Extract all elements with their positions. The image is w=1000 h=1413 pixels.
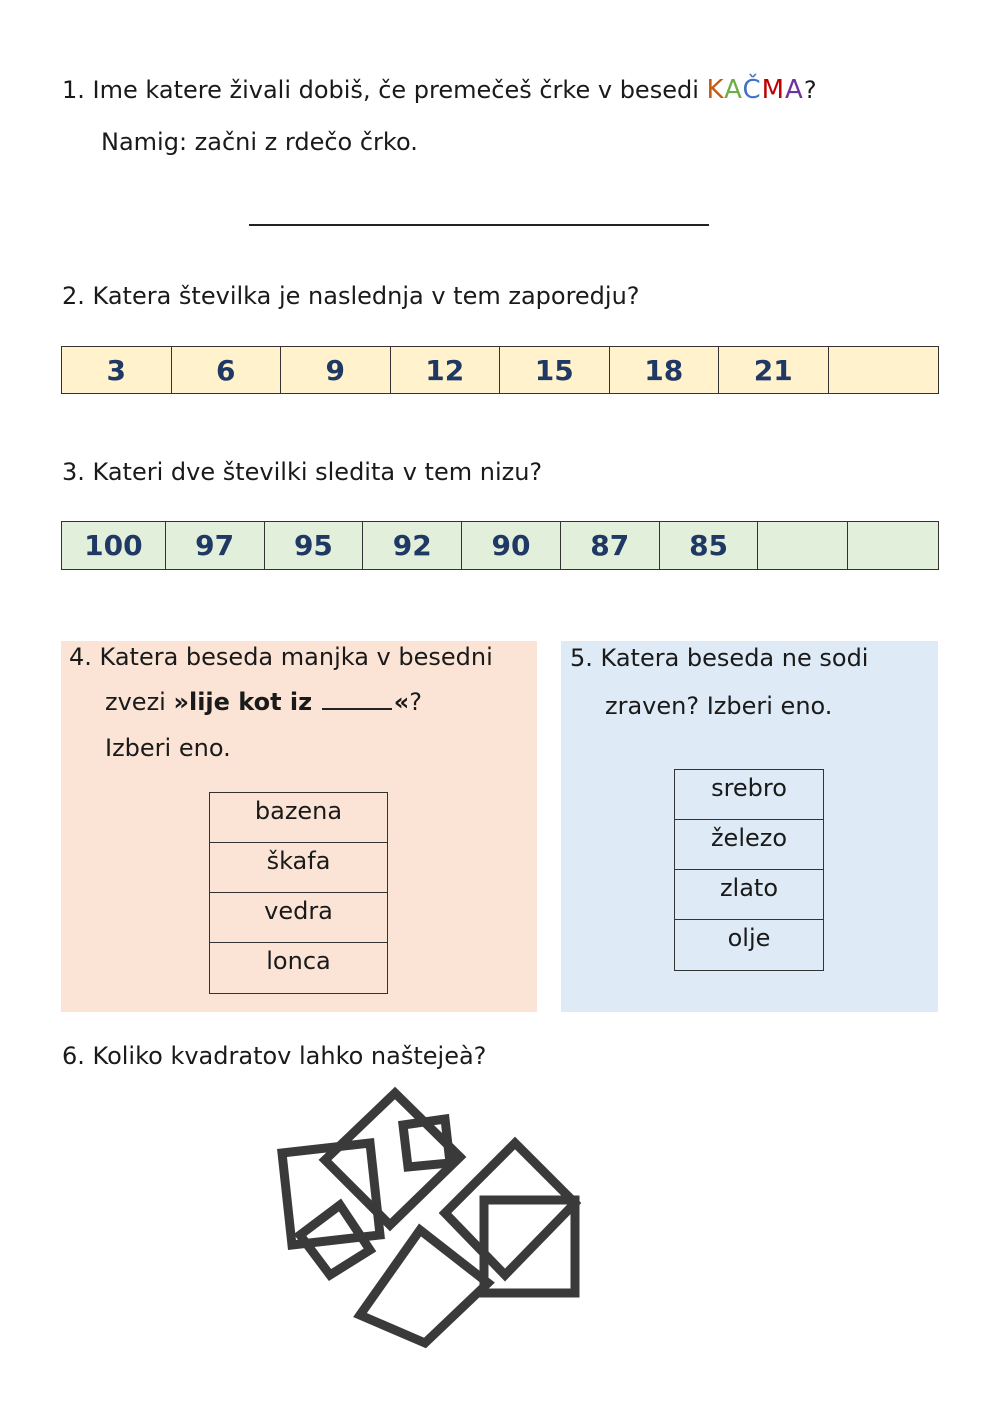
question-1 bbox=[62, 74, 817, 106]
question-4-options bbox=[209, 792, 388, 994]
question-1-hint: Namig: začni z rdečo črko. bbox=[101, 128, 418, 156]
sequence-cell: 21 bbox=[719, 347, 829, 393]
sequence-cell: 95 bbox=[265, 522, 364, 569]
sequence-cell: 18 bbox=[610, 347, 720, 393]
sequence-answer-cell[interactable] bbox=[829, 347, 939, 393]
option-olje[interactable]: olje bbox=[727, 924, 771, 952]
sequence-cell: 100 bbox=[62, 522, 166, 569]
question-3: 3. Kateri dve številki sledita v tem nizu? bbox=[62, 458, 543, 486]
option-lonca[interactable]: lonca bbox=[266, 947, 331, 975]
idiom-text: »lije kot iz bbox=[173, 688, 313, 716]
scrambled-letter-5: A bbox=[785, 75, 804, 105]
question-5-options bbox=[674, 769, 824, 971]
question-4-line-2-start: zvezi bbox=[105, 688, 174, 716]
idiom-close-quote: « bbox=[393, 688, 410, 716]
question-4-line-3: Izberi eno. bbox=[105, 734, 231, 762]
square-shape bbox=[445, 1143, 575, 1275]
number-sequence-3 bbox=[61, 521, 939, 570]
question-4-line-2-end: ? bbox=[409, 688, 423, 716]
option-zlato[interactable]: zlato bbox=[675, 870, 823, 920]
scrambled-letter-4: M bbox=[761, 75, 786, 105]
square-shape bbox=[360, 1230, 488, 1343]
question-5-line-1: 5. Katera beseda ne sodi bbox=[570, 644, 869, 672]
question-1-text: 1. Ime katere živali dobiš, če premečeš črke v besedi bbox=[62, 76, 699, 104]
question-5-line-2: zraven? Izberi eno. bbox=[605, 692, 833, 720]
question-4-line-1: 4. Katera beseda manjka v besedni bbox=[69, 643, 493, 671]
option-vedra[interactable]: vedra bbox=[210, 893, 387, 943]
sequence-cell: 87 bbox=[561, 522, 660, 569]
question-4-panel bbox=[61, 641, 537, 1012]
scrambled-letter-2: A bbox=[724, 75, 743, 105]
number-sequence-2 bbox=[61, 346, 939, 394]
sequence-cell: 9 bbox=[281, 347, 391, 393]
scrambled-letter-3: Č bbox=[742, 75, 762, 105]
sequence-cell: 92 bbox=[363, 522, 462, 569]
option-bazena[interactable]: bazena bbox=[210, 793, 387, 843]
sequence-cell: 3 bbox=[62, 347, 172, 393]
idiom-blank[interactable] bbox=[322, 688, 392, 710]
question-5-panel bbox=[561, 641, 938, 1012]
overlapping-squares-figure bbox=[270, 1085, 590, 1355]
sequence-answer-cell[interactable] bbox=[848, 522, 938, 569]
question-6: 6. Koliko kvadratov lahko naštejeà? bbox=[62, 1042, 487, 1070]
sequence-cell: 12 bbox=[391, 347, 501, 393]
question-4-line-2 bbox=[105, 686, 422, 718]
sequence-cell: 97 bbox=[166, 522, 265, 569]
sequence-cell: 90 bbox=[462, 522, 561, 569]
sequence-cell: 15 bbox=[500, 347, 610, 393]
sequence-cell: 85 bbox=[660, 522, 759, 569]
scrambled-letter-1: K bbox=[706, 75, 725, 105]
sequence-cell: 6 bbox=[172, 347, 282, 393]
option-srebro[interactable]: srebro bbox=[675, 770, 823, 820]
sequence-answer-cell[interactable] bbox=[758, 522, 848, 569]
option-zelezo[interactable]: železo bbox=[675, 820, 823, 870]
question-2: 2. Katera številka je naslednja v tem zaporedju? bbox=[62, 282, 640, 310]
option-skafa[interactable]: škafa bbox=[210, 843, 387, 893]
answer-line-1[interactable] bbox=[249, 224, 709, 226]
question-1-end: ? bbox=[803, 76, 817, 104]
